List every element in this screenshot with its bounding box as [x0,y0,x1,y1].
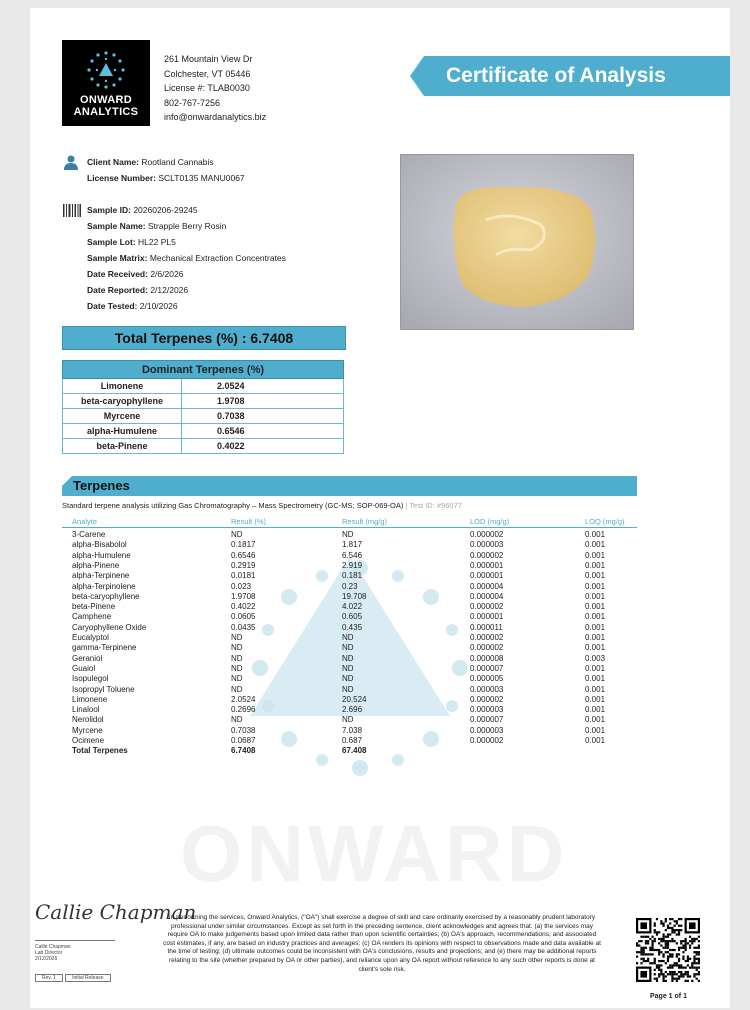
cell-loq: 0.001 [585,705,606,715]
signer-title: Lab Director [35,950,63,956]
terpenes-section-bar [62,476,637,496]
cell-loq: 0.001 [585,684,606,694]
cell-lod: 0.000003 [470,705,504,715]
cell-result-pct: 0.4022 [231,602,256,612]
table-row [62,551,637,561]
dominant-terpenes-table [62,360,344,454]
cell-result-mg: ND [342,643,354,653]
signature-image: Callie Chapman [35,900,197,924]
cell-result-mg: 6.546 [342,550,363,560]
table-row [62,664,637,674]
lab-logo [62,40,150,126]
address-line2: Colchester, VT 05446 [164,68,251,79]
cell-lod: 0.000007 [470,663,504,673]
rosin-image [401,155,633,329]
cell-result-pct: ND [231,633,243,642]
table-row [62,695,637,705]
cell-result-mg: 2.919 [342,560,363,570]
header-divider [62,527,637,528]
dominant-terpenes-title: Dominant Terpenes (%) [63,361,344,379]
date-reported-label: Date Reported: [87,285,148,295]
cell-lod: 0.000002 [470,530,504,539]
terpene-name: Myrcene [63,409,182,424]
terpenes-description [62,501,462,510]
date-tested-label: Date Tested: [87,301,138,311]
cell-loq: 0.001 [585,694,606,704]
cell-lod: 0.000002 [470,550,504,560]
cell-result-mg: ND [342,674,354,684]
table-row [62,633,637,643]
cell-result-pct: ND [231,674,243,684]
total-row [62,746,637,756]
terpenes-title: Terpenes [73,478,130,493]
terpene-value: 2.0524 [182,379,344,394]
cell-lod: 0.000001 [470,612,504,622]
cell-analyte: gamma-Terpinene [72,643,137,653]
table-row [62,571,637,581]
cell-analyte: 3-Carene [72,530,106,539]
terpene-name: beta-Pinene [63,439,182,454]
cell-analyte: alpha-Terpinolene [72,581,136,591]
cell-loq: 0.001 [585,643,606,653]
sample-name-label: Sample Name: [87,221,146,231]
cell-analyte: alpha-Pinene [72,560,120,570]
logo-line2: ANALYTICS [73,106,139,118]
cell-result-pct: 0.023 [231,581,252,591]
cell-loq: 0.001 [585,550,606,560]
table-row [63,424,344,439]
cell-loq: 0.001 [585,571,606,581]
client-name: Rootland Cannabis [141,157,214,167]
sample-lot-label: Sample Lot: [87,237,136,247]
cell-lod: 0.000008 [470,653,504,663]
terpene-value: 1.9708 [182,394,344,409]
revision-box [35,974,113,982]
signer-name: Callie Chapman [35,944,71,950]
cell-result-pct: 2.0524 [231,694,256,704]
sample-photo [400,154,634,330]
terpene-value: 0.7038 [182,409,344,424]
cell-result-mg: 1.817 [342,540,363,550]
lab-address [164,52,266,125]
cell-lod: 0.000005 [470,674,504,684]
table-row [63,394,344,409]
qr-code-icon [636,918,700,982]
cell-result-mg: ND [342,715,354,725]
date-received: 2/6/2026 [150,269,184,279]
cell-result-pct: 0.0435 [231,622,256,632]
cell-analyte: Guaiol [72,663,96,673]
cell-result-pct: 0.0687 [231,736,256,745]
terpene-name: alpha-Humulene [63,424,182,439]
cell-result-mg: 0.23 [342,581,358,591]
cell-analyte: beta-Pinene [72,602,116,612]
cell-result-pct: 0.7038 [231,725,256,735]
cell-result-pct: 0.6546 [231,550,256,560]
cell-loq: 0.001 [585,612,606,622]
col-loq: LOQ (mg/g) [585,517,625,526]
cell-result-mg: ND [342,633,354,642]
table-row [62,643,637,653]
method-description: Standard terpene analysis utilizing Gas Chromatography – Mass Spectrometry (GC-MS; SOP-069-OA) [62,501,404,510]
cell-lod: 0.000002 [470,633,504,642]
cell-analyte: alpha-Bisabolol [72,540,127,550]
cell-loq: 0.003 [585,653,606,663]
release-type: Initial Release [65,974,110,982]
cell-analyte: alpha-Terpinene [72,571,130,581]
cell-lod: 0.000011 [470,622,503,632]
cell-result-mg: 2.696 [342,705,363,715]
client-block [87,154,245,186]
cell-result-pct: 0.2919 [231,560,256,570]
cell-result-mg: 19.708 [342,591,367,601]
cell-result-pct: 0.2696 [231,705,256,715]
cell-loq: 0.001 [585,736,606,745]
cell-result-mg: ND [342,663,354,673]
table-row [63,379,344,394]
cell-analyte: Limonene [72,694,108,704]
cell-result-mg: 0.435 [342,622,363,632]
cell-result-pct: ND [231,643,243,653]
cell-loq: 0.001 [585,591,606,601]
sample-name: Strapple Berry Rosin [147,221,227,231]
cell-loq: 0.001 [585,663,606,673]
table-row [63,409,344,424]
table-row [63,439,344,454]
table-row [62,612,637,622]
cell-analyte: Linalool [72,705,100,715]
client-name-label: Client Name: [87,157,139,167]
cell-lod: 0.000007 [470,715,504,725]
col-lod: LOD (mg/g) [470,517,510,526]
license-number: SCLT0135 MANU0067 [158,173,245,183]
cell-analyte: beta-caryophyllene [72,591,140,601]
cell-lod: 0.000003 [470,540,504,550]
table-row [62,582,637,592]
cell-lod: 0.000001 [470,571,504,581]
cell-analyte: Ocimene [72,736,105,745]
cell-analyte: Myrcene [72,725,103,735]
coa-page [30,8,730,1008]
cell-result-mg: ND [342,653,354,663]
cell-analyte: Eucalyptol [72,633,109,642]
cell-result-pct: ND [231,663,243,673]
cell-result-pct: 1.9708 [231,591,256,601]
cell-lod: 0.000002 [470,602,504,612]
date-tested: 2/10/2026 [139,301,178,311]
cell-result-mg: ND [342,684,354,694]
cell-result-pct: 0.0181 [231,571,256,581]
cell-result-mg: 0.181 [342,571,363,581]
total-analyte: Total Terpenes [72,746,128,756]
cell-loq: 0.001 [585,530,606,539]
table-row [62,674,637,684]
table-row [62,592,637,602]
cell-result-mg: ND [342,530,354,539]
terpene-value: 0.6546 [182,424,344,439]
cell-analyte: Camphene [72,612,112,622]
revision-number: Rev. 1 [35,974,63,982]
date-received-label: Date Received: [87,269,148,279]
watermark-logo: ONWARD [180,809,569,898]
cell-loq: 0.001 [585,725,606,735]
cell-result-pct: 0.1817 [231,540,256,550]
cell-analyte: Nerolidol [72,715,104,725]
cell-lod: 0.000001 [470,560,504,570]
col-analyte: Analyte [72,517,98,526]
table-row [62,561,637,571]
total-result-pct: 6.7408 [231,746,256,756]
cell-loq: 0.001 [585,560,606,570]
cell-loq: 0.001 [585,715,606,725]
lab-license: License #: TLAB0030 [164,83,250,93]
barcode-icon [63,204,81,217]
date-reported: 2/12/2026 [150,285,189,295]
address-line1: 261 Mountain View Dr [164,54,253,64]
cell-loq: 0.001 [585,581,606,591]
table-row [62,654,637,664]
table-row [62,530,637,540]
cell-result-pct: ND [231,684,243,694]
table-row [62,623,637,633]
cell-result-mg: 0.605 [342,612,363,622]
signature-line [35,940,115,941]
cell-lod: 0.000004 [470,581,504,591]
cell-result-mg: 20.524 [342,694,367,704]
cell-lod: 0.000003 [470,684,504,694]
page-title: Certificate of Analysis [446,64,666,87]
terpene-name: beta-caryophyllene [63,394,182,409]
table-row [62,602,637,612]
sample-matrix: Mechanical Extraction Concentrates [149,253,286,263]
cell-loq: 0.001 [585,674,606,684]
lab-email: info@onwardanalytics.biz [164,112,267,122]
cell-result-pct: 0.0605 [231,612,256,622]
signer-info [35,944,71,962]
sample-matrix-label: Sample Matrix: [87,253,148,263]
license-number-label: License Number: [87,173,156,183]
test-id: | Test ID: #96077 [405,501,462,510]
disclaimer-text: In performing the services, Onward Analytics, ("OA") shall exercise a degree of skill and care ordinarily exercised by a reasonably prudent laboratory professional under similar circumstances. Except as set forth in the preceding sentence, client acknowledges and agrees that: (a) the services may require OA to make judgements based upon limited data rather than upon scientific certainties; (b) OA's approach, recommendations, and associated cost estimates, if any, are based on industry practices and averages; (c) OA renders its opinions with respect to observations made and data available at the time of testing; (d) ultimate outcomes could be inconsistent with OA's conclusions, results and projections; and (e) there may be additional reports relating to the site (whether prepared by OA or other parties), and reliance upon any OA report without reference to any such other reports is done at client's sole risk. [163,914,601,973]
cell-loq: 0.001 [585,633,606,642]
table-row [62,685,637,695]
table-row [62,705,637,715]
cell-lod: 0.000002 [470,736,504,745]
total-result-mg: 67.408 [342,746,367,756]
sample-id: 20260206-29245 [133,205,198,215]
cell-result-mg: 4.022 [342,602,363,612]
cell-result-mg: 0.687 [342,736,363,745]
cell-lod: 0.000002 [470,643,504,653]
sample-id-label: Sample ID: [87,205,131,215]
terpene-value: 0.4022 [182,439,344,454]
cell-result-pct: ND [231,715,243,725]
cell-lod: 0.000002 [470,694,504,704]
signed-date: 2/12/2026 [35,956,58,962]
page-number: Page 1 of 1 [650,993,687,1000]
cell-analyte: Caryophyllene Oxide [72,622,147,632]
col-result-mg: Result (mg/g) [342,517,388,526]
cell-result-mg: 7.038 [342,725,363,735]
cell-lod: 0.000004 [470,591,504,601]
person-icon [63,154,79,170]
terpene-name: Limonene [63,379,182,394]
logo-line1: ONWARD [80,94,132,106]
table-row [62,540,637,550]
cell-analyte: Isopulegol [72,674,109,684]
sample-block [87,202,286,314]
cell-result-pct: ND [231,530,243,539]
col-result-pct: Result (%) [231,517,267,526]
table-row [62,726,637,736]
logo-dots-icon [86,50,126,90]
table-row [62,715,637,725]
total-terpenes-banner: Total Terpenes (%) : 6.7408 [62,326,346,350]
lab-phone: 802-767-7256 [164,97,221,108]
cell-loq: 0.001 [585,540,606,550]
table-row [62,736,637,746]
cell-analyte: alpha-Humulene [72,550,131,560]
cell-loq: 0.001 [585,602,606,612]
watermark-dot [352,760,368,776]
cell-loq: 0.001 [585,622,606,632]
cell-result-pct: ND [231,653,243,663]
sample-lot: HL22 PL5 [138,237,176,247]
cell-analyte: Isopropyl Toluene [72,684,135,694]
cell-analyte: Geraniol [72,653,103,663]
cell-lod: 0.000003 [470,725,504,735]
